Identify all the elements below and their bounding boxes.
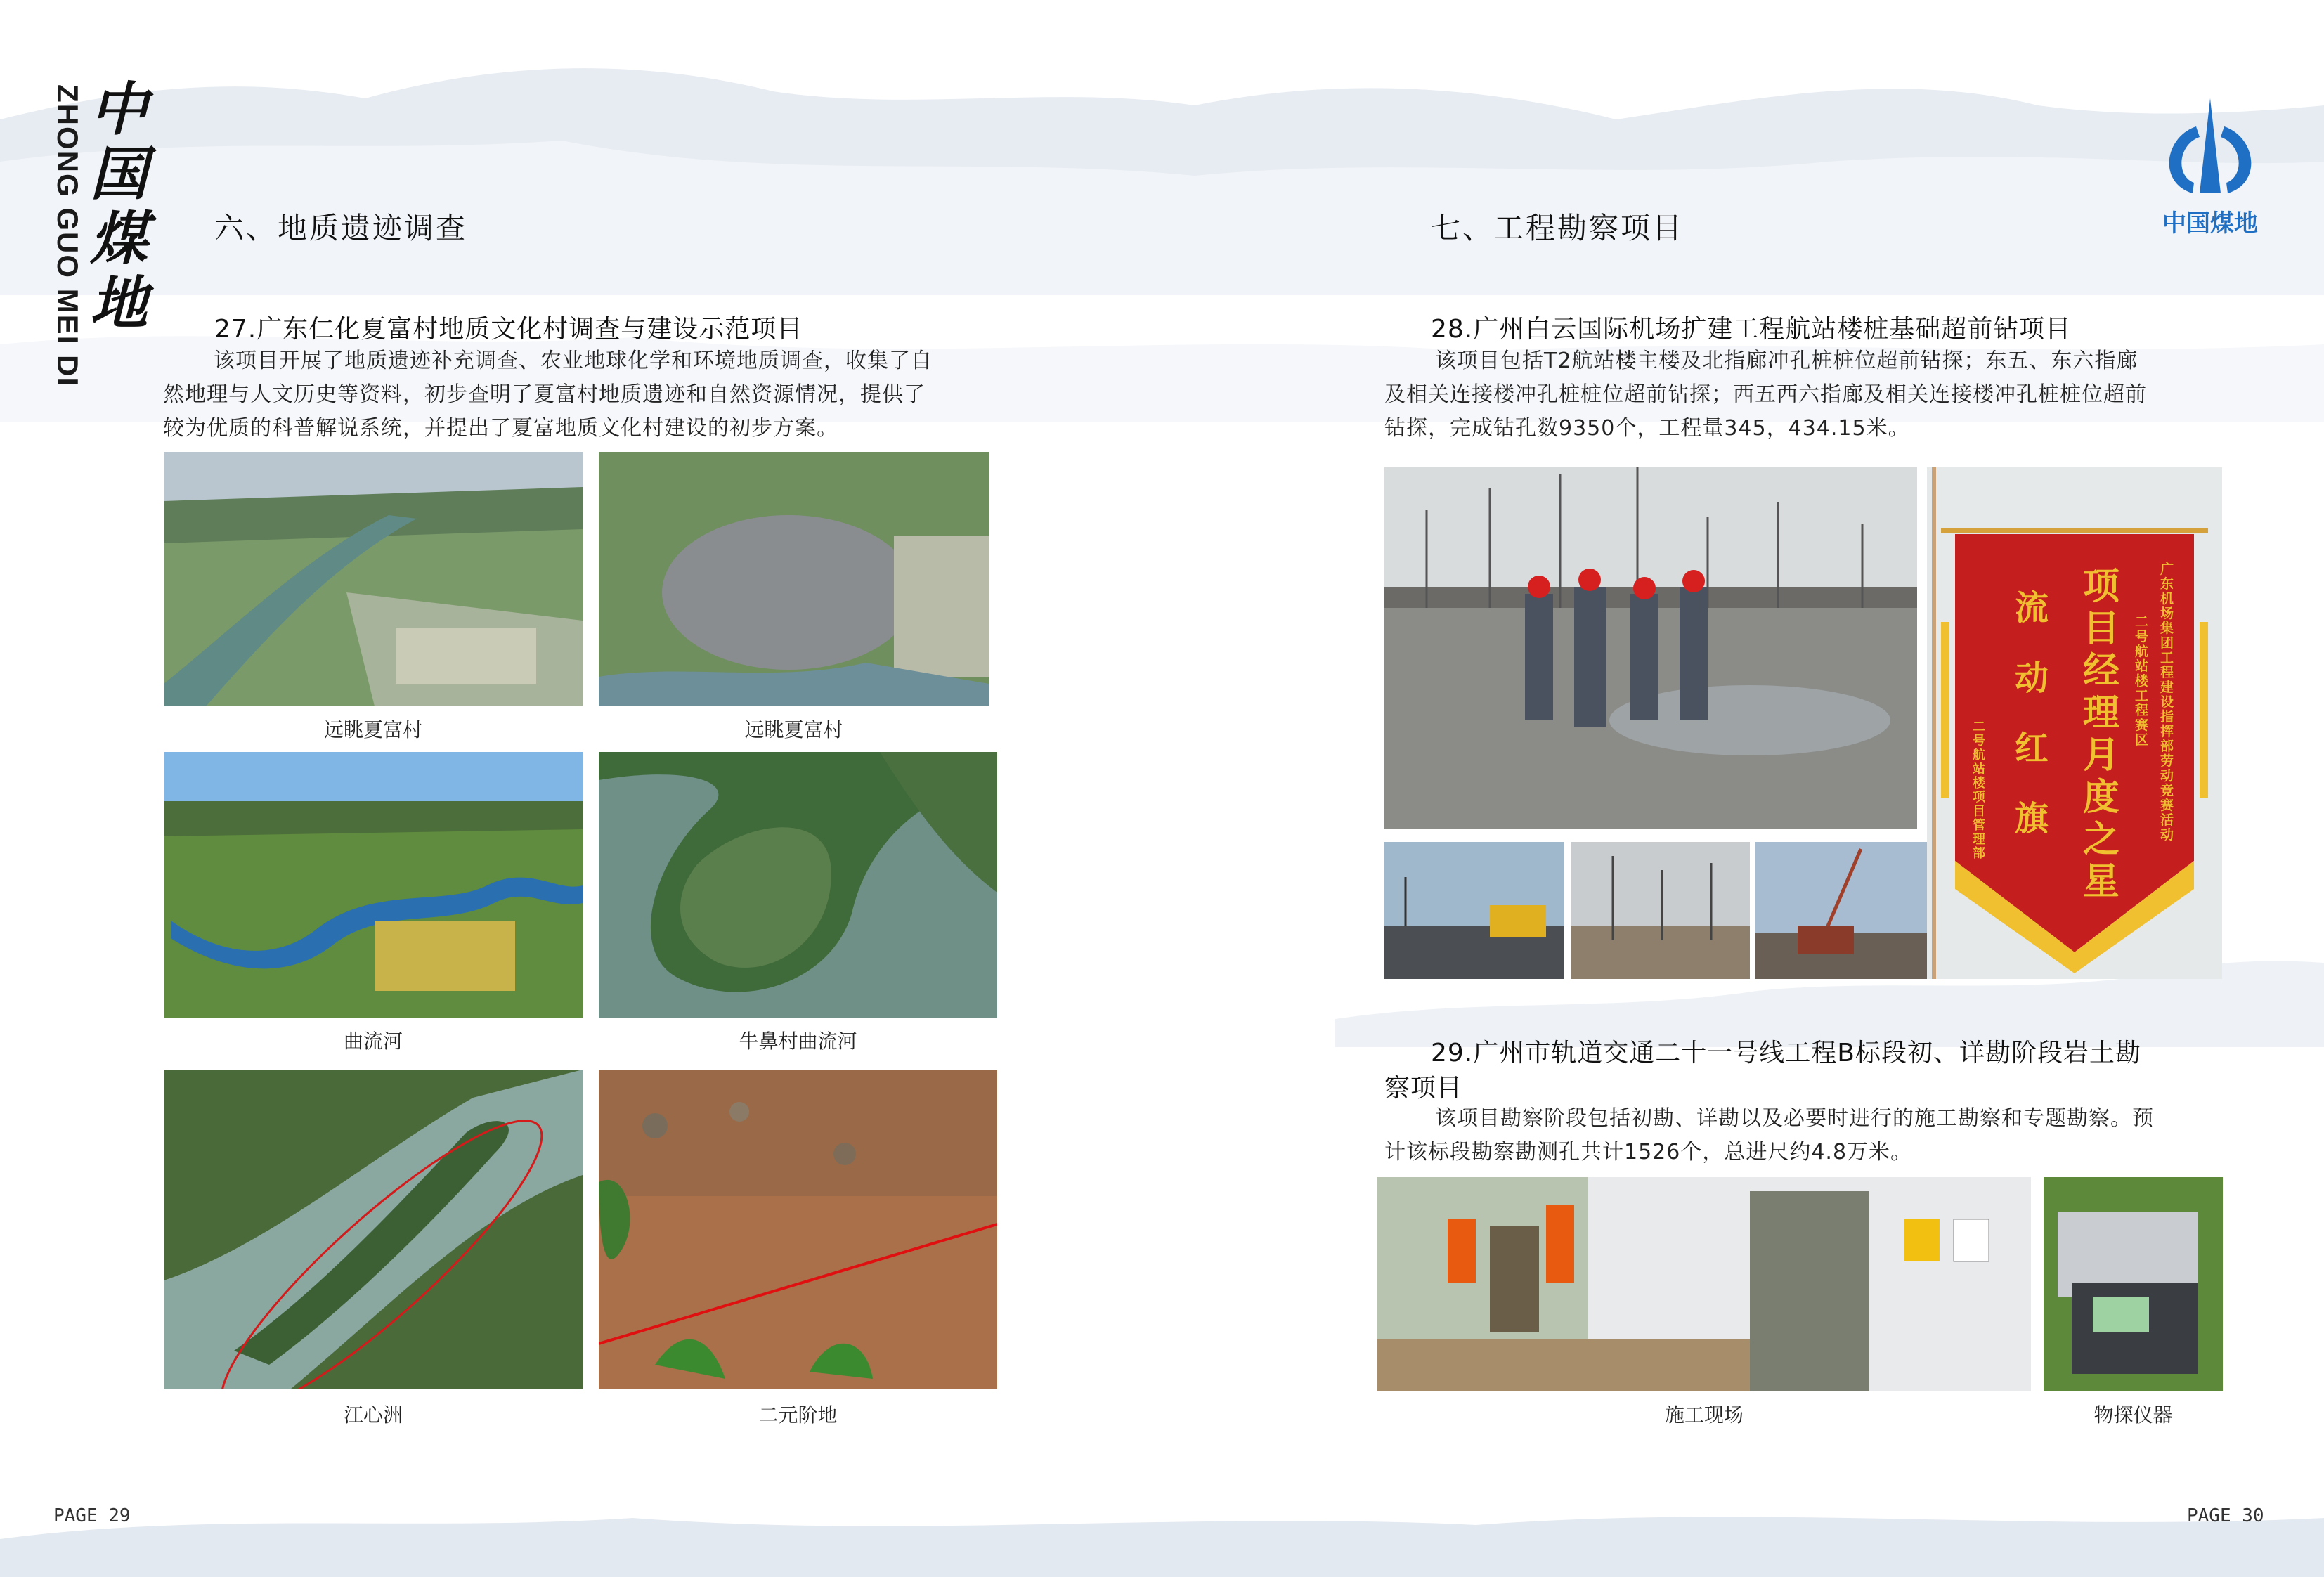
caption: 远眺夏富村 bbox=[323, 718, 422, 741]
photo-drilling-rigs bbox=[1571, 842, 1750, 979]
photo-site-inspection bbox=[1384, 467, 1917, 829]
paragraph-line: 该项目勘察阶段包括初勘、详勘以及必要时进行的施工勘察和专题勘察。预 bbox=[1435, 1106, 2154, 1131]
mountain-background-bottom bbox=[0, 1497, 2324, 1577]
photo-river-island bbox=[164, 1070, 583, 1389]
page-number-right: PAGE 30 bbox=[2187, 1505, 2264, 1526]
paragraph-line: 然地理与人文历史等资料，初步查明了夏富村地质遗迹和自然资源情况，提供了 bbox=[163, 382, 926, 407]
project-28-description bbox=[1384, 344, 2228, 446]
photo-binary-terrace bbox=[599, 1070, 997, 1389]
logo-text: 中国煤地 bbox=[2162, 209, 2258, 238]
banner-text-column-2: 二号航站楼工程赛区 bbox=[2135, 614, 2149, 748]
photo-excavator bbox=[1384, 842, 1564, 979]
section-title-geology: 六、地质遗迹调查 bbox=[214, 211, 468, 245]
caption: 远眺夏富村 bbox=[744, 718, 843, 741]
project-29-title-line2: 察项目 bbox=[1384, 1074, 1463, 1103]
caption: 物探仪器 bbox=[2093, 1403, 2173, 1427]
photo-honor-banner bbox=[1927, 467, 2222, 979]
photo-niubi-village-meander bbox=[599, 752, 997, 1018]
photo-rig-closeup bbox=[1755, 842, 1935, 979]
caption: 二元阶地 bbox=[758, 1403, 838, 1427]
company-logo bbox=[2150, 98, 2270, 239]
photo-xiafu-village-view-1 bbox=[164, 452, 583, 706]
page-number-left: PAGE 29 bbox=[53, 1505, 131, 1526]
project-29-title-line1: 29.广州市轨道交通二十一号线工程B标段初、详勘阶段岩土勘 bbox=[1431, 1039, 2141, 1067]
photo-construction-site bbox=[1377, 1177, 2031, 1391]
banner-subtitle: 流动红旗 bbox=[2015, 588, 2049, 838]
banner-text-left-column: 二号航站楼项目管理部 bbox=[1973, 720, 1985, 861]
paragraph-line: 该项目开展了地质遗迹补充调查、农业地球化学和环境地质调查，收集了自 bbox=[214, 349, 933, 373]
caption: 牛鼻村曲流河 bbox=[739, 1030, 857, 1053]
paragraph-line: 该项目包括T2航站楼主楼及北指廊冲孔桩桩位超前钻探；东五、东六指廊 bbox=[1435, 349, 2138, 373]
section-title-engineering: 七、工程勘察项目 bbox=[1431, 211, 1684, 245]
paragraph-line: 及相关连接楼冲孔桩桩位超前钻探；西五西六指廊及相关连接楼冲孔桩桩位超前 bbox=[1384, 382, 2147, 407]
logo-mark-icon bbox=[2150, 98, 2270, 204]
caption: 施工现场 bbox=[1664, 1403, 1744, 1427]
photo-meandering-river bbox=[164, 752, 583, 1018]
calligraphy-title: 中国煤地 bbox=[90, 76, 148, 337]
photo-geophysical-instrument bbox=[2044, 1177, 2223, 1391]
project-27-title: 27.广东仁化夏富村地质文化村调查与建设示范项目 bbox=[214, 315, 803, 344]
paragraph-line: 较为优质的科普解说系统，并提出了夏富地质文化村建设的初步方案。 bbox=[163, 416, 838, 441]
photo-xiafu-village-view-2 bbox=[599, 452, 989, 706]
project-27-description bbox=[163, 344, 1006, 446]
caption: 江心洲 bbox=[343, 1403, 403, 1427]
vertical-brand-title: ZHONG GUO MEI DI bbox=[51, 84, 84, 387]
banner-text-right-column: 广东机场集团工程建设指挥部劳动竞赛活动 bbox=[2160, 562, 2174, 843]
banner-main-title: 项目经理月度之星 bbox=[2083, 566, 2120, 903]
paragraph-line: 计该标段勘察勘测孔共计1526个，总进尺约4.8万米。 bbox=[1384, 1140, 1913, 1164]
project-29-description bbox=[1384, 1102, 2228, 1169]
project-28-title: 28.广州白云国际机场扩建工程航站楼桩基础超前钻项目 bbox=[1431, 315, 2072, 344]
caption: 曲流河 bbox=[343, 1030, 403, 1053]
paragraph-line: 钻探，完成钻孔数9350个，工程量345，434.15米。 bbox=[1384, 416, 1910, 441]
